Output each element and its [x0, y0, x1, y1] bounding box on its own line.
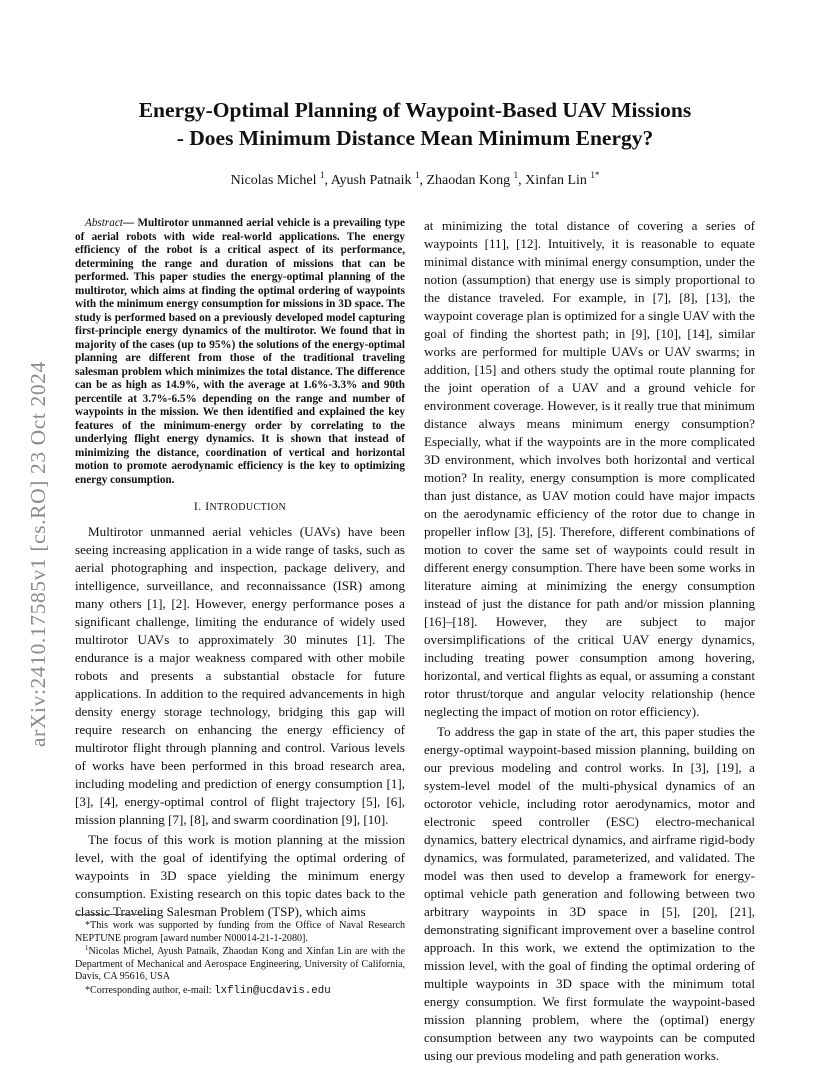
right-column — [424, 217, 755, 1065]
section-title-rest: NTRODUCTION — [209, 502, 287, 513]
title-line-2: - Does Minimum Distance Mean Minimum Energy? — [176, 126, 654, 150]
affiliation-text: Nicolas Michel, Ayush Patnaik, Zhaodan Kong and Xinfan Lin are with the Department of Mechanical and Aerospace Engineering, University of California, Davis, CA 95616, USA — [75, 946, 405, 982]
corresponding-author-footnote — [75, 985, 405, 998]
section-heading-introduction — [75, 498, 405, 516]
section-numeral: I. — [193, 499, 206, 513]
arxiv-identifier: arXiv:2410.17585v1 [cs.RO] 23 Oct 2024 — [26, 361, 50, 747]
body-paragraph: To address the gap in state of the art, this paper studies the energy-optimal waypoint-based mission planning, building on our previous modeling and control works. In [3], [19], a system-level model of the multi-physical dynamics of an octorotor vehicle, including rotor aerodynamics, motor and electronic speed controller (ESC) electro-mechanical dynamics, battery electrical dynamics, and airframe rigid-body dynamics, was formulated, parameterized, and validated. The model was then used to develop a framework for energy-optimal vehicle path generation and following between two arbitrary waypoints in 3D space in [5], [20], [21], demonstrating significant improvement over a baseline control approach. In this work, we extend the optimization to the mission level, with the goal of finding the optimal ordering of multiple waypoints in 3D space with the minimum total energy consumption. We first formulate the waypoint-based mission planning problem, where the (optimal) energy consumption between any two waypoints can be computed using our previous modeling and path generation works. — [424, 724, 755, 1063]
abstract-label: Abstract — [85, 217, 123, 229]
abstract-text: — Multirotor unmanned aerial vehicle is a prevailing type of aerial robots with wide real-world applications. The energy efficiency of the robot is a critical aspect of its performance, determining the range and duration of missions that can be performed. This paper studies the energy-optimal planning of the multirotor, which aims at finding the optimal ordering of waypoints with the minimum energy consumption for missions in 3D space. The study is performed based on a previously developed model capturing first-principle energy dynamics of the multirotor. We found that in majority of the cases (up to 95%) the solutions of the energy-optimal planning are different from those of the traditional traveling salesman problem which minimizes the total distance. The difference can be as high as 14.9%, with the average at 1.6%-3.3% and 90th percentile at 3.7%-6.5% depending on the range and number of waypoints in the mission. We then identified and explained the key features of the minimum-energy order by correlating to the underlying flight energy dynamics. It is shown that instead of minimizing the distance, coordination of vertical and horizontal motion to promote aerodynamic efficiency is the key to optimizing energy consumption. — [75, 217, 405, 486]
affiliation-footnote — [75, 946, 405, 984]
abstract — [75, 217, 405, 487]
funding-footnote: *This work was supported by funding from the Office of Naval Research NEPTUNE program [award number N00014-21-1-2080]. — [75, 920, 405, 944]
author-affiliation-mark: 1* — [590, 170, 600, 180]
author-affiliation-mark: 1 — [415, 170, 420, 180]
title-line-1: Energy-Optimal Planning of Waypoint-Based UAV Missions — [138, 98, 692, 122]
paper-title — [60, 96, 770, 152]
intro-paragraph: Multirotor unmanned aerial vehicles (UAVs) have been seeing increasing application in a wide range of tasks, such as aerial photographing and inspection, package delivery, and intelligence, surveillance, and reconnaissance (ISR) among many others [1], [2]. However, energy performance poses a significant challenge, limiting the endurance of widely used multirotor UAVs to approximately 30 minutes [1]. The endurance is a major weakness compared with other mobile robots and presents a substantial obstacle for future applications. In addition to the required advancements in high density energy storage technology, bridging this gap will require research on enhancing the energy efficiency of multirotor flight through planning and control. Various levels of works have been performed in this broad research area, including modeling and prediction of energy consumption [1], [3], [4], energy-optimal control of flight trajectory [5], [6], mission planning [7], [8], and swarm coordination [9], [10]. — [75, 524, 405, 827]
footnotes — [75, 914, 405, 998]
section-initial: I — [205, 499, 210, 513]
corresponding-prefix: *Corresponding author, e-mail: — [85, 984, 215, 996]
author-affiliation-mark: 1 — [513, 170, 519, 180]
footnote-rule — [75, 914, 155, 915]
author-list: Nicolas Michel $^1$, Ayush Patnaik $^1$, Zhaodan Kong $^1$, Xinfan Lin $^{1*}$ — [230, 170, 600, 188]
affiliation-mark: 1 — [85, 944, 89, 952]
author-name: Nicolas Michel — [230, 173, 317, 188]
author-affiliation-mark: 1 — [319, 170, 325, 180]
author-name: Zhaodan Kong — [426, 173, 511, 188]
left-column — [75, 217, 405, 921]
author-name: Ayush Patnaik — [330, 173, 412, 188]
intro-paragraph: The focus of this work is motion planning at the mission level, with the goal of identifying the optimal ordering of waypoints in 3D space yielding the minimum energy consumption. Existing research on this topic dates back to the classic Traveling Salesman Problem (TSP), which aims — [75, 832, 405, 919]
email-link[interactable]: lxflin@ucdavis.edu — [214, 984, 331, 997]
body-paragraph: at minimizing the total distance of covering a series of waypoints [11], [12]. Intuitively, it is reasonable to equate minimal distance with minimal energy consumption, under the notion (assumption) that energy use is simply proportional to the distance traveled. For example, in [7], [8], [13], the waypoint coverage plan is optimized for a single UAV with the goal of finding the shortest path; in [9], [10], [14], similar works are performed for multiple UAVs or UAV swarms; in addition, [15] and others study the optimal route planning for the joint operation of a UAV and a ground vehicle for environment coverage. However, is it really true that minimum distance always means minimum energy consumption? Especially, what if the waypoints are in the more complicated 3D environment, which involves both horizontal and vertical motion? In reality, energy consumption is more complicated than just distance, as UAV motion could have major impacts on the aerodynamic efficiency of the rotor due to change in propeller inflow [3], [5]. Therefore, different combinations of motion to cover the same set of waypoints could result in different energy consumption. There have been some works in literature aiming at minimizing the energy consumption instead of just the distance for path and/or mission planning [16]–[18]. However, they are subject to major oversimplifications of the critical UAV energy dynamics, including treating power consumption among hovering, horizontal, and vertical flights as equal, or assuming a constant rotor thrust/torque and angular velocity relationship (hence neglecting the impact of motion on rotor efficiency). — [424, 218, 755, 719]
author-name: Xinfan Lin — [525, 173, 587, 188]
